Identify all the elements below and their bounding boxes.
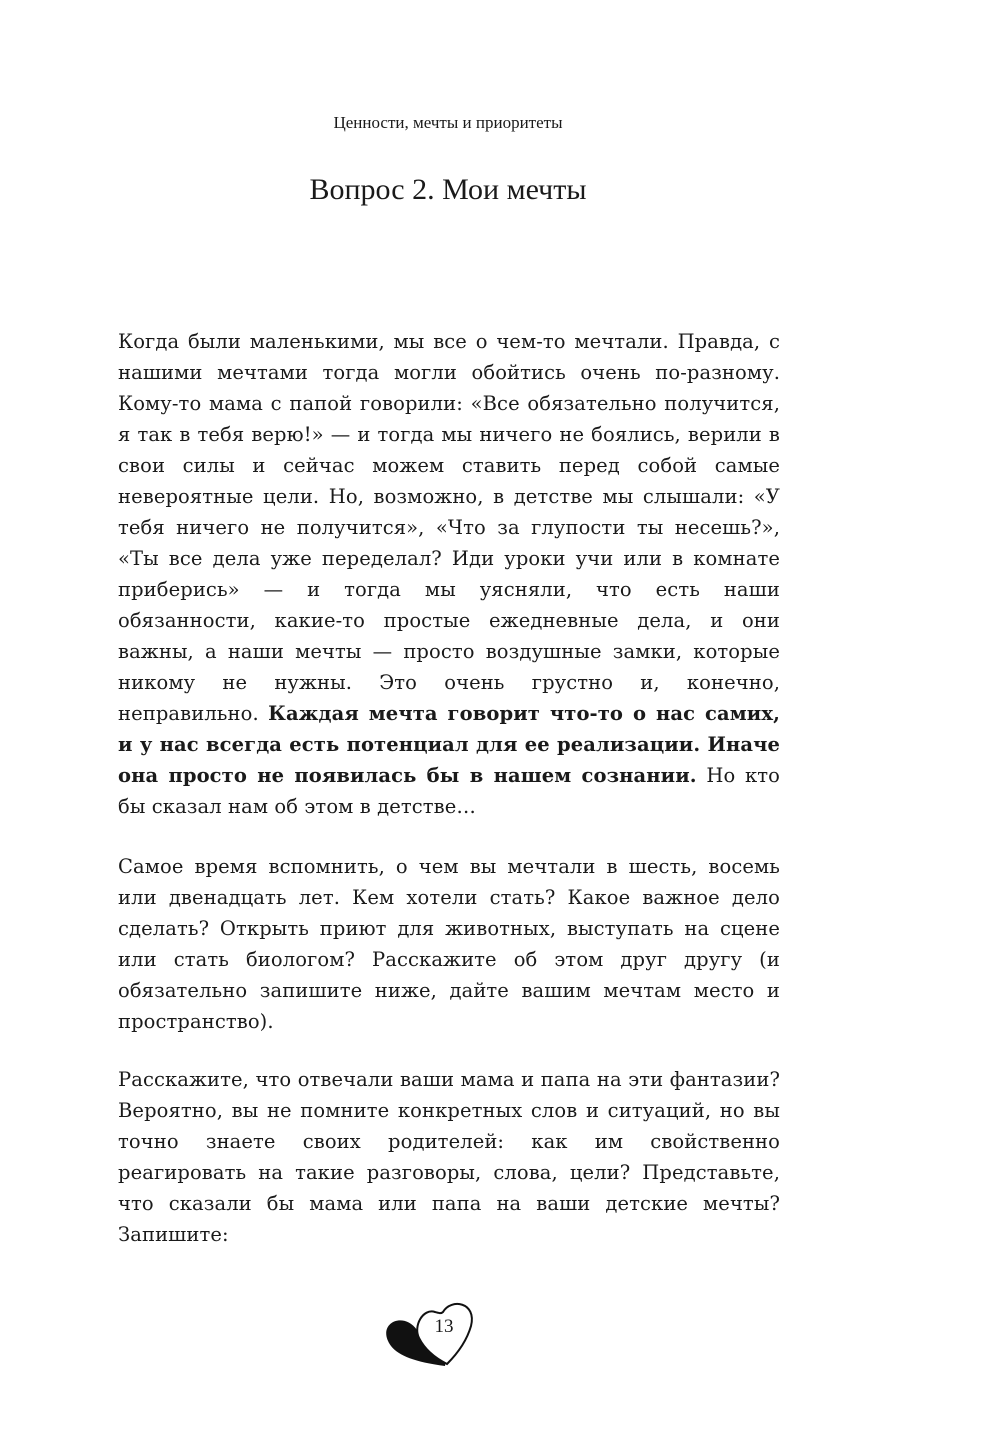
paragraph-1-text: Когда были маленькими, мы все о чем-то мечтали. Правда, с нашими мечтами тогда могли обойтись очень по-разному. Кому-то мама с папой говорили: «Все обязательно получится, я так в тебя верю!» — и тогда мы ничего не боялись, верили в свои силы и сейчас можем ставить перед собой самые невероятные цели. Но, возможно, в детстве мы слышали: «У тебя ничего не получится», «Что за глупости ты несешь?», «Ты все дела уже переделал? Иди уроки учи или в комнате приберись» — и тогда мы уясняли, что есть наши обязанности, какие-то простые ежедневные дела, и они важны, а наши мечты — просто воздушные замки, которые никому не нужны. Это очень грустно и, конечно, неправильно.	[118, 330, 780, 725]
page-folio	[385, 1294, 481, 1368]
paragraph-1-tail: Но кто бы сказал нам об этом в детстве…	[118, 764, 780, 818]
paragraph-3: Расскажите, что отвечали ваши мама и папа на эти фантазии? Вероятно, вы не помните конкретных слов и ситуаций, но вы точно знаете своих родителей: как им свойственно реагировать на такие разговоры, слова, цели? Представьте, что сказали бы мама или папа на ваши детские мечты? Запишите:	[118, 1068, 780, 1246]
paragraph-1-emphasis: Каждая мечта говорит что-то о нас самих, и у нас всегда есть потенциал для ее реализации. Иначе она просто не появилась бы в нашем сознании.	[118, 702, 780, 787]
section-title: Вопрос 2. Мои мечты	[309, 173, 587, 206]
running-head: Ценности, мечты и приоритеты	[333, 113, 563, 132]
page-number: 13	[434, 1316, 454, 1337]
paragraph-1	[118, 326, 780, 822]
paragraph-2: Самое время вспомнить, о чем вы мечтали в шесть, восемь или двенадцать лет. Кем хотели стать? Какое важное дело сделать? Открыть приют для животных, выступать на сцене или стать биологом? Расскажите об этом друг другу (и обязательно запишите ниже, дайте вашим мечтам место и пространство).	[118, 855, 780, 1033]
